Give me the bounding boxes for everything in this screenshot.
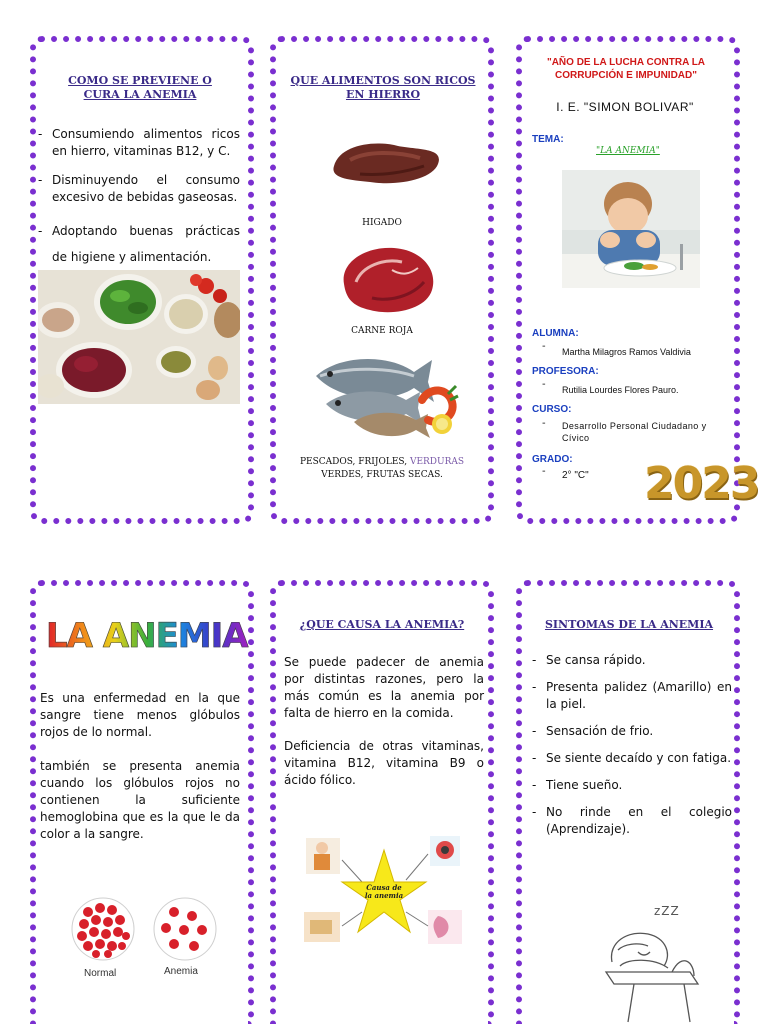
child-eating-photo — [562, 170, 700, 288]
symptom-item: - Presenta palidez (Amarillo) en la piel. — [530, 679, 732, 713]
school-name: I. E. "SIMON BOLIVAR" — [556, 100, 694, 114]
fish-caption-part-b: VERDURAS — [409, 457, 465, 467]
prevention-list — [36, 126, 240, 270]
sleeping-child-drawing — [598, 902, 714, 1026]
symptom-item: - Tiene sueño. — [530, 777, 732, 794]
prevention-item: - Disminuyendo el consumo excesivo de bebidas gaseosas. — [36, 172, 240, 206]
main-title: LA ANEMIA — [46, 616, 248, 656]
symptom-item: - Sensación de frio. — [530, 723, 732, 740]
diagram-center-label: Causa de la anemia — [364, 883, 404, 900]
liver-caption: HIGADO — [362, 218, 402, 228]
red-meat-caption: CARNE ROJA — [351, 326, 413, 336]
vitamins-paragraph: Deficiencia de otras vitaminas, vitamina B12, vitamina B9 o ácido fólico. — [284, 739, 484, 787]
prevention-item: - Consumiendo alimentos ricos en hierro, vitaminas B12, y C. — [36, 126, 240, 160]
red-meat-photo — [332, 236, 444, 320]
grado-value: 2° "C" — [562, 470, 589, 481]
panel-cover: "AÑO DE LA LUCHA CONTRA LA CORRUPCIÓN E IMPUNIDAD" I. E. "SIMON BOLIVAR" TEMA: "LA ANEMIA" ALUMNA: - Martha Milagros Ramos Valdivia PROFESORA: - Rutilia Lourdes Flores Pauro. CURSO: - Desarrollo Personal Ciudadano y Cívico GRADO: - 2° "C" 2023 — [516, 36, 740, 524]
fish-photo — [310, 346, 460, 440]
anemia-blood-illustration — [152, 896, 218, 962]
curso-value: Desarrollo Personal Ciudadano y Cívico — [562, 421, 707, 443]
profesora-label: PROFESORA: — [532, 366, 599, 377]
sleep-zzz-text: zZZ — [654, 904, 680, 918]
normal-label: Normal — [84, 968, 117, 979]
panel-causes — [270, 580, 494, 1024]
fish-caption-part-a: PESCADOS, FRIJOLES, — [299, 457, 410, 467]
curso-label: CURSO: — [532, 404, 572, 415]
symptom-item: - Se siente decaído y con fatiga. — [530, 750, 732, 767]
causes-diagram — [300, 830, 468, 962]
panel-la-anemia — [30, 580, 254, 1024]
profesora-value: Rutilia Lourdes Flores Pauro. — [562, 385, 679, 395]
fish-caption — [284, 456, 480, 482]
symptoms-list — [530, 652, 732, 838]
causes-paragraph: Se puede padecer de anemia por distintas razones, pero la más común es la anemia por falta de hierro en la comida. — [284, 655, 484, 720]
motto-text: "AÑO DE LA LUCHA CONTRA LA CORRUPCIÓN E IMPUNIDAD" — [546, 57, 706, 81]
liver-photo — [320, 120, 456, 202]
tema-label: TEMA: — [532, 134, 564, 145]
alumna-label: ALUMNA: — [532, 328, 579, 339]
causes-title: ¿QUE CAUSA LA ANEMIA? — [299, 618, 465, 631]
alumna-value: Martha Milagros Ramos Valdivia — [562, 347, 691, 357]
panel-symptoms — [516, 580, 740, 1024]
hemoglobin-paragraph: también se presenta anemia cuando los glóbulos rojos no contienen la suficiente hemoglobina que es la que le da color a la sangre. — [40, 759, 240, 841]
prevention-title: COMO SE PREVIENE O CURA LA ANEMIA — [68, 74, 212, 101]
year-text: 2023 — [644, 458, 759, 509]
panel-iron-foods — [270, 36, 494, 524]
normal-blood-illustration — [70, 896, 136, 962]
iron-foods-title: QUE ALIMENTOS SON RICOS EN HIERRO — [290, 74, 476, 101]
fish-caption-line2: VERDES, FRUTAS SECAS. — [321, 470, 443, 480]
anemia-label: Anemia — [164, 966, 198, 977]
prevention-item: - Adoptando buenas prácticas de higiene y alimentación. — [36, 218, 240, 270]
tema-value: "LA ANEMIA" — [596, 146, 660, 156]
healthy-foods-photo — [38, 270, 240, 404]
symptom-item: - Se cansa rápido. — [530, 652, 732, 669]
grado-label: GRADO: — [532, 454, 573, 465]
definition-paragraph: Es una enfermedad en la que sangre tiene menos glóbulos rojos de lo normal. — [40, 691, 240, 739]
panel-prevention — [30, 36, 254, 524]
symptom-item: - No rinde en el colegio (Aprendizaje). — [530, 804, 732, 838]
symptoms-title: SINTOMAS DE LA ANEMIA — [544, 618, 714, 631]
